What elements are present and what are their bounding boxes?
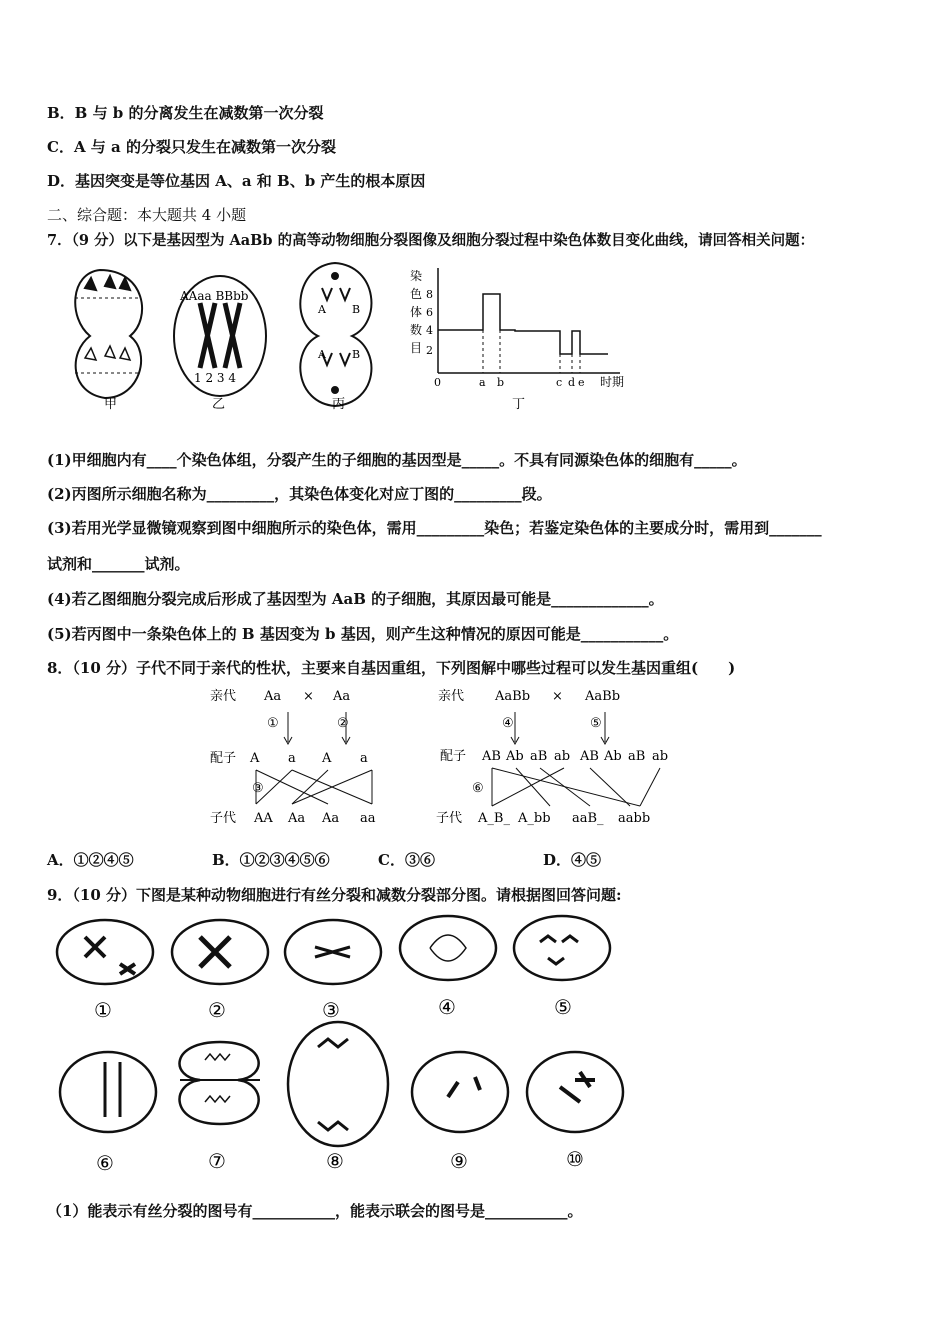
- cell-label-7: ⑦: [208, 1149, 226, 1173]
- label-bing: 丙: [332, 397, 346, 412]
- ylabel-2: 色: [410, 287, 423, 301]
- right-gamete-4: ab: [554, 749, 571, 764]
- option-d: D．基因突变是等位基因 A、a 和 B、b 产生的根本原因: [47, 172, 426, 190]
- cell-label-9: ⑨: [450, 1149, 468, 1173]
- q8-stem: 8．（10 分）子代不同于亲代的性状，主要来自基因重组，下列图解中哪些过程可以发生基因重组( ): [47, 659, 736, 677]
- q7-figure: [60, 258, 650, 418]
- q8-option-a: A．①②④⑤: [47, 851, 134, 869]
- xtick-d: d: [568, 376, 576, 389]
- left-p1: Aa: [264, 689, 282, 704]
- q7-sub3a: (3)若用光学显微镜观察到图中细胞所示的染色体，需用_________染色；若鉴定染色体的主要成分时，需用到_______: [47, 519, 822, 537]
- q7-sub2: (2)丙图所示细胞名称为_________，其染色体变化对应丁图的_________段。: [47, 485, 552, 503]
- left-gamete-2: a: [288, 751, 296, 766]
- cell-label-4: ④: [438, 995, 456, 1019]
- right-offspring-1: A_B_: [478, 811, 510, 826]
- cell-9: [412, 1052, 508, 1132]
- cell-label-2: ②: [208, 998, 226, 1022]
- right-p1: AaBb: [495, 689, 531, 704]
- left-gamete-4: a: [360, 751, 368, 766]
- right-gamete-8: ab: [652, 749, 669, 764]
- right-offspring-3: aaB_: [572, 811, 604, 826]
- left-offspring-4: aa: [360, 811, 376, 826]
- xtick-c: c: [556, 376, 563, 389]
- ytick-4: 4: [426, 324, 433, 337]
- q8-option-b: B．①②③④⑤⑥: [212, 851, 330, 869]
- left-gamete-3: A: [322, 751, 332, 766]
- right-offspring-4: aabb: [618, 811, 651, 826]
- q7-sub1: (1)甲细胞内有____个染色体组，分裂产生的子细胞的基因型是_____。不具有同源染色体的细胞有_____。: [47, 451, 747, 469]
- step-4: ④: [502, 716, 514, 731]
- cell-8: [288, 1022, 388, 1146]
- right-gamete-2: Ab: [506, 749, 524, 764]
- label-yi: 乙: [212, 397, 226, 412]
- cell-10: [527, 1052, 623, 1132]
- step-6: ⑥: [472, 781, 484, 796]
- gene-a-bottom: A: [318, 348, 326, 361]
- right-gamete-1: AB: [482, 749, 501, 764]
- ytick-8: 8: [426, 288, 433, 301]
- cell-jia: [75, 270, 142, 398]
- option-c: C．A 与 a 的分裂只发生在减数第一次分裂: [47, 138, 336, 156]
- right-cross: ×: [552, 689, 563, 704]
- right-gamete-5: AB: [580, 749, 599, 764]
- left-gamete-label: 配子: [210, 751, 237, 766]
- q7-sub5: (5)若丙图中一条染色体上的 B 基因变为 b 基因，则产生这种情况的原因可能是___________。: [47, 625, 679, 643]
- label-jia: 甲: [104, 397, 118, 412]
- q7-sub4: (4)若乙图细胞分裂完成后形成了基因型为 AaB 的子细胞，其原因最可能是_____________。: [47, 590, 664, 608]
- cell-label-10: ⑩: [566, 1147, 584, 1171]
- xtick-e: e: [578, 376, 585, 389]
- q9-figure: [50, 912, 630, 1174]
- left-offspring-1: AA: [254, 811, 273, 826]
- section-title: 二、综合题：本大题共 4 小题: [47, 206, 247, 224]
- cell-4: [400, 916, 496, 980]
- option-b: B．B 与 b 的分离发生在减数第一次分裂: [47, 104, 324, 122]
- gene-b-bottom: B: [352, 348, 361, 361]
- ytick-6: 6: [426, 306, 433, 319]
- cell-label-8: ⑧: [326, 1149, 344, 1173]
- left-offspring-label: 子代: [210, 811, 237, 826]
- ytick-2: 2: [426, 344, 433, 357]
- q8-diagram: [200, 682, 680, 832]
- left-parent-label: 亲代: [210, 689, 237, 704]
- ylabel-3: 体: [410, 305, 423, 319]
- chromosome-chart: [410, 268, 624, 389]
- xtick-a: a: [479, 376, 486, 389]
- cell2-top-label: AAaa BBbb: [180, 289, 249, 303]
- ylabel-5: 目: [410, 341, 423, 355]
- q9-stem: 9．（10 分）下图是某种动物细胞进行有丝分裂和减数分裂部分图。请根据图回答问题:: [47, 886, 622, 904]
- right-offspring-label: 子代: [436, 811, 463, 826]
- right-gamete-6: Ab: [604, 749, 622, 764]
- gene-a-top: A: [318, 303, 326, 316]
- left-offspring-2: Aa: [288, 811, 306, 826]
- cell-5: [514, 916, 610, 980]
- left-p2: Aa: [333, 689, 351, 704]
- right-gamete-label: 配子: [440, 749, 467, 764]
- q7-stem: 7．（9 分）以下是基因型为 AaBb 的高等动物细胞分裂图像及细胞分裂过程中染色体数目变化曲线，请回答相关问题：: [47, 232, 815, 249]
- right-gamete-3: aB: [530, 749, 548, 764]
- xtick-0: 0: [434, 376, 441, 389]
- q8-option-d: D．④⑤: [543, 851, 602, 869]
- cell-label-1: ①: [94, 998, 112, 1022]
- cell-bing: [300, 263, 371, 406]
- cell-label-3: ③: [322, 998, 340, 1022]
- q7-sub3b: 试剂和_______试剂。: [47, 555, 190, 573]
- step-3: ③: [252, 781, 264, 796]
- xtick-b: b: [497, 376, 505, 389]
- gene-b-top: B: [352, 303, 361, 316]
- cell-1: [57, 920, 153, 984]
- right-parent-label: 亲代: [438, 689, 465, 704]
- ylabel-4: 数: [410, 323, 423, 337]
- step-2: ②: [337, 716, 349, 731]
- cell-6: [60, 1052, 156, 1132]
- x-label: 时期: [600, 375, 625, 389]
- left-gamete-1: A: [250, 751, 260, 766]
- left-offspring-3: Aa: [322, 811, 340, 826]
- right-offspring-2: A_bb: [518, 811, 551, 826]
- q8-option-c: C．③⑥: [378, 851, 435, 869]
- cell-2: [172, 920, 268, 984]
- chromosome-line: [438, 294, 608, 354]
- right-p2: AaBb: [585, 689, 621, 704]
- left-cross: ×: [303, 689, 314, 704]
- label-ding: 丁: [512, 397, 526, 412]
- ylabel-1: 染: [410, 269, 423, 283]
- right-gamete-7: aB: [628, 749, 646, 764]
- q9-sub1: （1）能表示有丝分裂的图号有___________，能表示联会的图号是___________。: [47, 1202, 583, 1220]
- cell-label-6: ⑥: [96, 1151, 114, 1174]
- step-1: ①: [267, 716, 279, 731]
- step-5: ⑤: [590, 716, 602, 731]
- cell-label-5: ⑤: [554, 995, 572, 1019]
- cell2-bottom-label: 1 2 3 4: [194, 371, 236, 385]
